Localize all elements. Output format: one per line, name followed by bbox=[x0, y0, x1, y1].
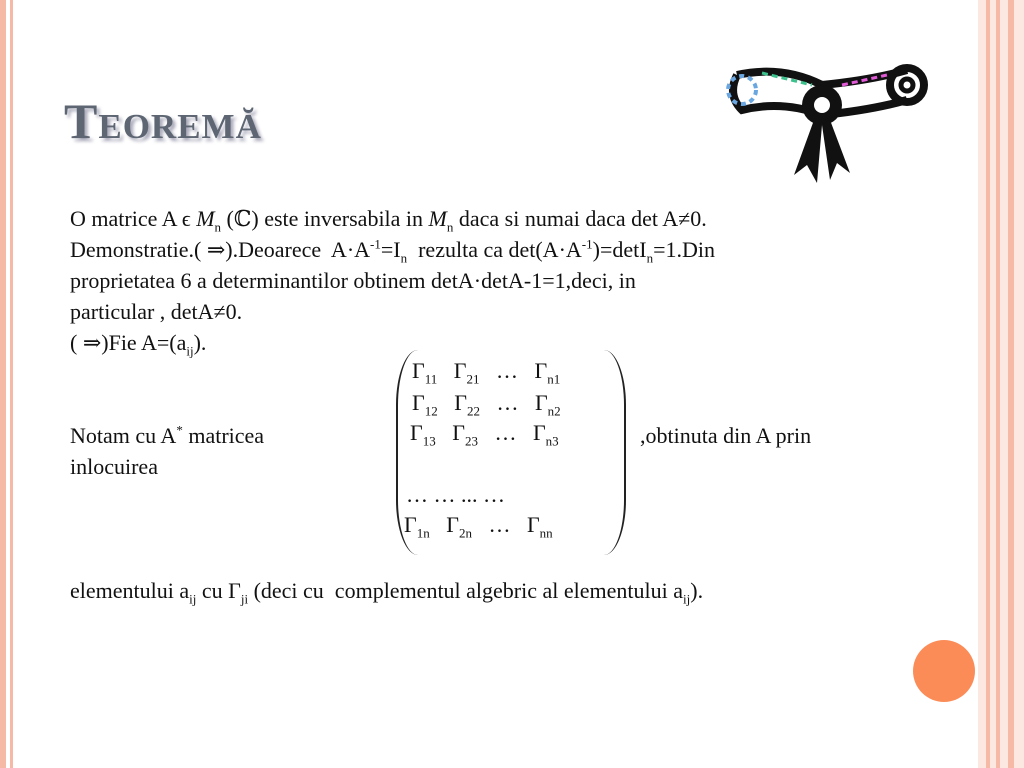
matrix-row-4: … … ... … bbox=[406, 482, 505, 507]
text-line-3: proprietatea 6 a determinantilor obtinem detA·detA-1=1,deci, in bbox=[70, 268, 636, 293]
matrix-row-2: $\Gamma_{12}$ $\Gamma_{22}$ … $\Gamma_{n2}$ bbox=[412, 390, 561, 419]
inlocuirea-text: inlocuirea bbox=[70, 454, 158, 479]
right-stripes bbox=[978, 0, 1024, 768]
text-line-2: Demonstratie.( ⇒).Deoarece $A\cdot A^{-1}=I_n$ rezulta ca $\det(A\cdot A^{-1})=\det I_n=1.Din$ bbox=[70, 236, 715, 266]
theorem-body bbox=[70, 203, 930, 358]
text-line-1: O matrice A ϵ $M_n$ (ℂ) este inversabila in $M_n$ daca si numai daca det A≠0. bbox=[70, 206, 707, 235]
slide-title: Teoremă bbox=[64, 93, 262, 149]
right-parenthesis bbox=[604, 350, 626, 555]
matrix-row-5: $\Gamma_{1n}$ $\Gamma_{2n}$ … $\Gamma_{nn}$ bbox=[404, 512, 553, 541]
matrix-row-3: $\Gamma_{13}$ $\Gamma_{23}$ … $\Gamma_{n3}$ bbox=[410, 420, 559, 449]
diploma-icon bbox=[722, 55, 932, 190]
obtinuta-text: ,obtinuta din A prin bbox=[640, 423, 812, 448]
final-line: elementului $a_{ij}$ cu $\Gamma_{ji}$ (deci cu complementul algebric al elementului $a_{ij}$). bbox=[70, 578, 704, 607]
matrix-row-1: $\Gamma_{11}$ $\Gamma_{21}$ … $\Gamma_{n1}$ bbox=[412, 358, 561, 387]
left-border-thin bbox=[10, 0, 13, 768]
text-line-4: particular , detA≠0. bbox=[70, 299, 243, 324]
adjugate-matrix bbox=[396, 350, 626, 555]
text-line-5: ( ⇒)Fie $A=(a_{ij})$. bbox=[70, 330, 207, 359]
orange-circle bbox=[913, 640, 975, 702]
left-border bbox=[0, 0, 6, 768]
notam-text: Notam cu A* matricea inlocuirea bbox=[70, 422, 265, 479]
